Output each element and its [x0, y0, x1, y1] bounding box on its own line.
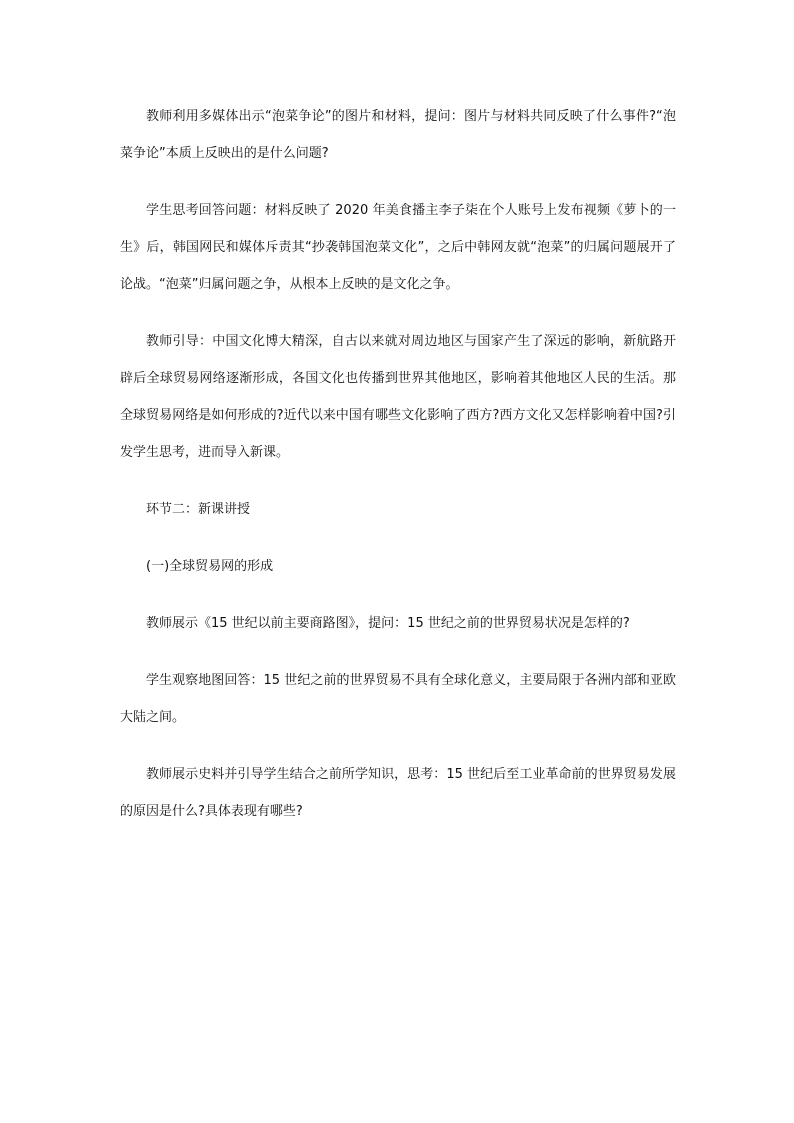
document-body: [120, 98, 676, 830]
subsection-heading-global-trade: (一)全球贸易网的形成: [146, 559, 274, 574]
paragraph-trade-route-map: 教师展示《15 世纪以前主要商路图》，提问：15 世纪之前的世界贸易状况是怎样的?: [146, 616, 630, 631]
paragraph-historical-materials: 教师展示史料并引导学生结合之前所学知识，思考：15 世纪后至工业革命前的世界贸易发展的原因是什么?具体表现有哪些?: [120, 767, 676, 819]
paragraph-media-question: 教师利用多媒体出示“泡菜争论”的图片和材料，提问：图片与材料共同反映了什么事件?“泡菜争论”本质上反映出的是什么问题?: [120, 109, 676, 161]
section-heading-new-lesson: 环节二：新课讲授: [146, 502, 251, 517]
paragraph-student-map-answer: 学生观察地图回答：15 世纪之前的世界贸易不具有全球化意义，主要局限于各洲内部和亚欧大陆之间。: [120, 673, 676, 725]
paragraph-teacher-guidance: 教师引导：中国文化博大精深，自古以来就对周边地区与国家产生了深远的影响，新航路开辟后全球贸易网络逐渐形成，各国文化也传播到世界其他地区，影响着其他地区人民的生活。那全球贸易网络是如何形成的?近代以来中国有哪些文化影响了西方?西方文化又怎样影响着中国?引发学生思考，进而导入新课。: [120, 334, 676, 460]
paragraph-student-answer-kimchi: 学生思考回答问题：材料反映了 2020 年美食播主李子柒在个人账号上发布视频《萝卜的一生》后，韩国网民和媒体斥责其“抄袭韩国泡菜文化”，之后中韩网友就“泡菜”的归属问题展开了论战。“泡菜”归属问题之争，从根本上反映的是文化之争。: [120, 203, 676, 292]
